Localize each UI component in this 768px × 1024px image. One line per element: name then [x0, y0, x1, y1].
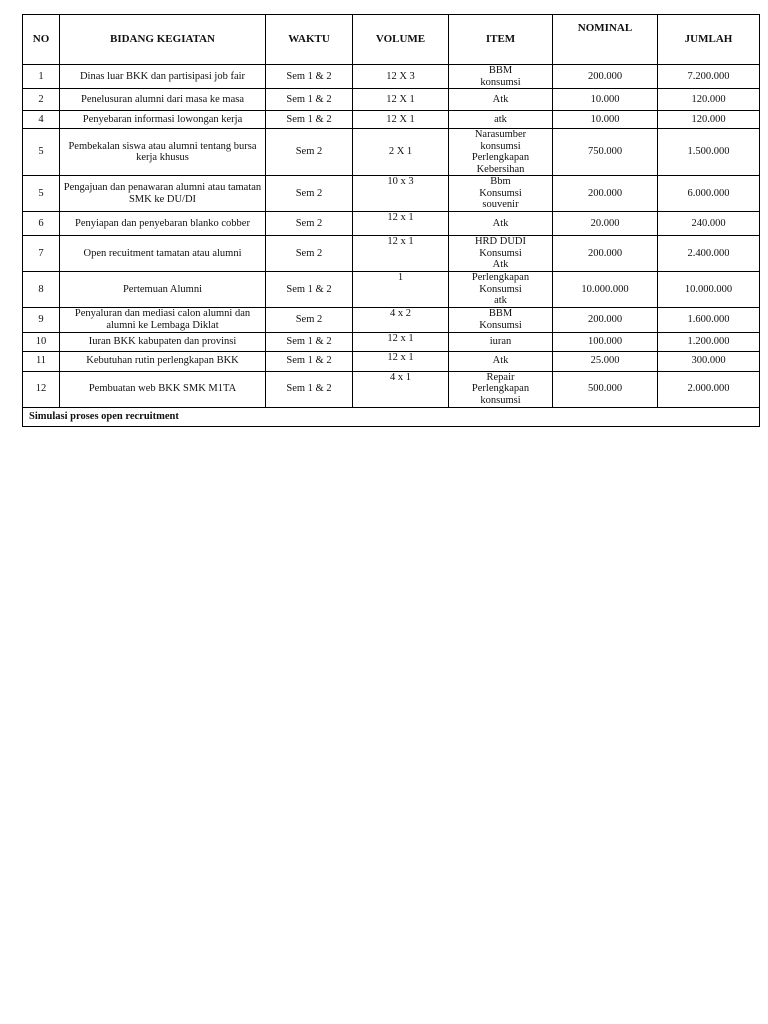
table-row: [23, 371, 760, 407]
cell-nominal: 200.000: [553, 65, 658, 89]
item-line: BBM: [488, 308, 513, 319]
header-jumlah: JUMLAH: [658, 15, 760, 65]
cell-item: [449, 351, 553, 371]
table-row: [23, 111, 760, 129]
item-line: Konsumsi: [479, 283, 522, 295]
cell-bidang-kegiatan: Open recuitment tamatan atau alumni: [60, 236, 266, 272]
header-waktu: WAKTU: [266, 15, 353, 65]
header-bidang-kegiatan: BIDANG KEGIATAN: [60, 15, 266, 65]
table-row: [23, 176, 760, 212]
table-row: [23, 272, 760, 308]
table-footer-row: [23, 407, 760, 426]
item-line: Atk: [492, 259, 509, 271]
item-line: Konsumsi: [479, 319, 522, 331]
cell-no: 11: [23, 351, 60, 371]
item-line: Perlengkapan: [471, 383, 530, 395]
cell-bidang-kegiatan: Penyebaran informasi lowongan kerja: [60, 111, 266, 129]
cell-volume: 12 x 1: [353, 212, 449, 236]
header-nominal: NOMINAL: [553, 15, 658, 65]
cell-waktu: Sem 2: [266, 307, 353, 332]
cell-item: [449, 129, 553, 176]
table-row: [23, 129, 760, 176]
cell-volume: 12 X 1: [353, 89, 449, 111]
cell-jumlah: 1.200.000: [658, 332, 760, 351]
item-line: Atk: [492, 355, 509, 367]
footer-note: Simulasi proses open recruitment: [23, 407, 760, 426]
item-line: souvenir: [482, 199, 519, 211]
cell-item: [449, 111, 553, 129]
cell-bidang-kegiatan: Penelusuran alumni dari masa ke masa: [60, 89, 266, 111]
cell-waktu: Sem 2: [266, 212, 353, 236]
cell-item: [449, 212, 553, 236]
item-line: HRD DUDI: [474, 236, 527, 248]
header-no: NO: [23, 15, 60, 65]
cell-waktu: Sem 2: [266, 176, 353, 212]
cell-no: 8: [23, 272, 60, 308]
budget-table: [22, 14, 760, 427]
item-line: Kebersihan: [476, 163, 525, 175]
cell-item: [449, 332, 553, 351]
cell-bidang-kegiatan: Penyiapan dan penyebaran blanko cobber: [60, 212, 266, 236]
cell-bidang-kegiatan: Pertemuan Alumni: [60, 272, 266, 308]
cell-volume: 2 X 1: [353, 129, 449, 176]
cell-waktu: Sem 1 & 2: [266, 332, 353, 351]
table-row: [23, 351, 760, 371]
table-row: [23, 307, 760, 332]
cell-item: [449, 371, 553, 407]
item-line: Konsumsi: [479, 247, 522, 259]
cell-no: 12: [23, 371, 60, 407]
cell-volume: 12 X 1: [353, 111, 449, 129]
cell-jumlah: 300.000: [658, 351, 760, 371]
table-row: [23, 89, 760, 111]
cell-no: 4: [23, 111, 60, 129]
item-line: konsumsi: [480, 140, 521, 152]
cell-item: [449, 176, 553, 212]
item-line: iuran: [489, 335, 512, 347]
item-line: konsumsi: [480, 394, 521, 406]
cell-jumlah: 240.000: [658, 212, 760, 236]
cell-no: 10: [23, 332, 60, 351]
cell-nominal: 200.000: [553, 176, 658, 212]
cell-jumlah: 6.000.000: [658, 176, 760, 212]
cell-volume: 10 x 3: [353, 176, 449, 212]
cell-jumlah: 7.200.000: [658, 65, 760, 89]
item-line: Bbm: [490, 176, 511, 188]
cell-jumlah: 10.000.000: [658, 272, 760, 308]
cell-volume: 12 x 1: [353, 351, 449, 371]
table-row: [23, 332, 760, 351]
cell-no: 2: [23, 89, 60, 111]
cell-jumlah: 2.000.000: [658, 371, 760, 407]
item-line: Repair: [486, 371, 515, 383]
cell-volume: 4 x 2: [353, 307, 449, 332]
cell-waktu: Sem 2: [266, 129, 353, 176]
cell-bidang-kegiatan: Pembuatan web BKK SMK M1TA: [60, 371, 266, 407]
cell-waktu: Sem 1 & 2: [266, 111, 353, 129]
cell-no: 5: [23, 129, 60, 176]
cell-item: [449, 307, 553, 332]
cell-item: [449, 65, 553, 89]
cell-bidang-kegiatan: Pembekalan siswa atau alumni tentang bursa kerja khusus: [60, 129, 266, 176]
cell-waktu: Sem 1 & 2: [266, 65, 353, 89]
cell-no: 5: [23, 176, 60, 212]
header-item: ITEM: [449, 15, 553, 65]
cell-volume: 1: [353, 272, 449, 308]
cell-item: [449, 89, 553, 111]
cell-nominal: 500.000: [553, 371, 658, 407]
cell-no: 7: [23, 236, 60, 272]
table-header-row: [23, 15, 760, 65]
cell-nominal: 200.000: [553, 307, 658, 332]
cell-bidang-kegiatan: Penyaluran dan mediasi calon alumni dan alumni ke Lembaga Diklat: [60, 307, 266, 332]
cell-waktu: Sem 1 & 2: [266, 371, 353, 407]
cell-waktu: Sem 1 & 2: [266, 272, 353, 308]
cell-nominal: 200.000: [553, 236, 658, 272]
item-line: atk: [494, 295, 507, 306]
cell-volume: 12 X 3: [353, 65, 449, 89]
cell-volume: 4 x 1: [353, 371, 449, 407]
cell-nominal: 20.000: [553, 212, 658, 236]
cell-nominal: 750.000: [553, 129, 658, 176]
cell-bidang-kegiatan: Pengajuan dan penawaran alumni atau tamatan SMK ke DU/DI: [60, 176, 266, 212]
cell-waktu: Sem 1 & 2: [266, 351, 353, 371]
cell-jumlah: 120.000: [658, 89, 760, 111]
cell-waktu: Sem 2: [266, 236, 353, 272]
cell-jumlah: 1.600.000: [658, 307, 760, 332]
cell-waktu: Sem 1 & 2: [266, 89, 353, 111]
cell-jumlah: 2.400.000: [658, 236, 760, 272]
cell-nominal: 25.000: [553, 351, 658, 371]
table-row: [23, 212, 760, 236]
item-line: Atk: [492, 217, 509, 229]
cell-nominal: 10.000: [553, 111, 658, 129]
cell-volume: 12 x 1: [353, 332, 449, 351]
cell-bidang-kegiatan: Kebutuhan rutin perlengkapan BKK: [60, 351, 266, 371]
cell-no: 6: [23, 212, 60, 236]
item-line: Perlengkapan: [471, 272, 530, 283]
cell-jumlah: 120.000: [658, 111, 760, 129]
table-row: [23, 65, 760, 89]
cell-nominal: 10.000.000: [553, 272, 658, 308]
cell-volume: 12 x 1: [353, 236, 449, 272]
table-row: [23, 236, 760, 272]
cell-no: 1: [23, 65, 60, 89]
item-line: Narasumber: [474, 129, 527, 140]
cell-nominal: 10.000: [553, 89, 658, 111]
cell-item: [449, 236, 553, 272]
item-line: atk: [494, 113, 507, 125]
cell-no: 9: [23, 307, 60, 332]
item-line: Atk: [492, 93, 509, 105]
item-line: Perlengkapan: [471, 152, 530, 163]
item-line: BBM: [488, 65, 513, 76]
cell-item: [449, 272, 553, 308]
item-line: Konsumsi: [479, 187, 522, 199]
cell-nominal: 100.000: [553, 332, 658, 351]
cell-jumlah: 1.500.000: [658, 129, 760, 176]
cell-bidang-kegiatan: Iuran BKK kabupaten dan provinsi: [60, 332, 266, 351]
header-volume: VOLUME: [353, 15, 449, 65]
cell-bidang-kegiatan: Dinas luar BKK dan partisipasi job fair: [60, 65, 266, 89]
item-line: konsumsi: [480, 76, 521, 88]
